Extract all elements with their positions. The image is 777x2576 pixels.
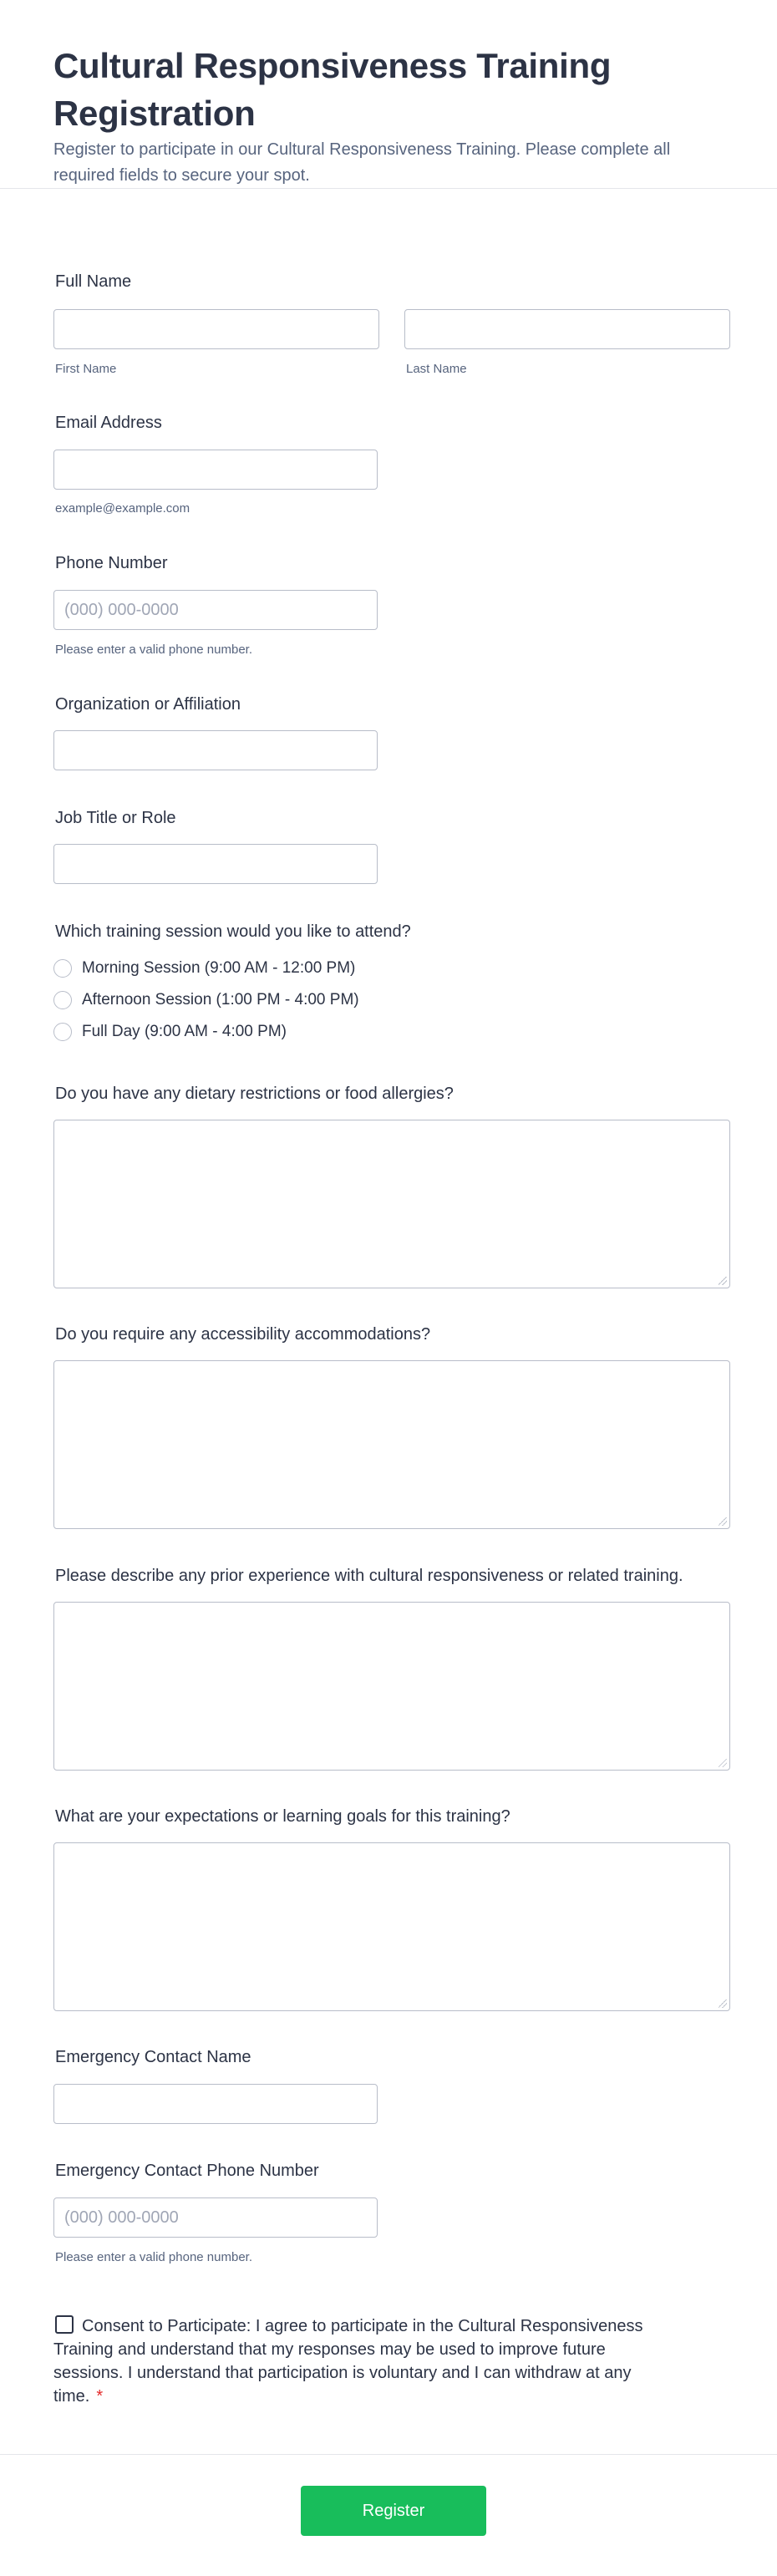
full-name-label: Full Name bbox=[55, 272, 132, 291]
prior-experience-textarea[interactable] bbox=[53, 1602, 730, 1771]
required-asterisk: * bbox=[96, 2387, 104, 2406]
radio-button[interactable] bbox=[53, 991, 72, 1009]
first-name-input[interactable] bbox=[53, 309, 379, 349]
form-subtitle: Register to participate in our Cultural Responsiveness Training. Please complete all required fields to secure your spot. bbox=[53, 140, 671, 185]
form-title: Cultural Responsiveness Training Registration bbox=[53, 46, 612, 133]
accessibility-textarea[interactable] bbox=[53, 1360, 730, 1529]
job-title-input[interactable] bbox=[53, 844, 378, 884]
consent-checkbox[interactable] bbox=[55, 2315, 74, 2334]
emergency-phone-input[interactable] bbox=[53, 2197, 378, 2238]
last-name-sublabel: Last Name bbox=[406, 362, 467, 376]
job-title-label: Job Title or Role bbox=[55, 809, 176, 827]
session-option-label: Full Day (9:00 AM - 4:00 PM) bbox=[82, 1023, 287, 1040]
resize-handle-icon[interactable] bbox=[719, 1759, 727, 1767]
phone-input[interactable] bbox=[53, 590, 378, 630]
email-sublabel: example@example.com bbox=[55, 501, 190, 516]
consent-text: Consent to Participate: I agree to participate in the Cultural Responsiveness Training and understand that my responses may be used to improve future sessions. I understand that participation is voluntary and I can withdraw at any time. bbox=[53, 2317, 643, 2406]
phone-label: Phone Number bbox=[55, 554, 168, 572]
form-header bbox=[0, 0, 777, 189]
session-label: Which training session would you like to attend? bbox=[55, 922, 411, 941]
phone-sublabel: Please enter a valid phone number. bbox=[55, 643, 252, 657]
form-footer bbox=[0, 2454, 777, 2576]
dietary-label: Do you have any dietary restrictions or food allergies? bbox=[55, 1085, 454, 1103]
accessibility-label: Do you require any accessibility accommodations? bbox=[55, 1325, 431, 1344]
session-option-afternoon[interactable] bbox=[53, 989, 359, 1011]
expectations-textarea[interactable] bbox=[53, 1842, 730, 2011]
emergency-phone-label: Emergency Contact Phone Number bbox=[55, 2162, 319, 2180]
session-option-label: Afternoon Session (1:00 PM - 4:00 PM) bbox=[82, 991, 359, 1009]
email-input[interactable] bbox=[53, 450, 378, 490]
emergency-phone-sublabel: Please enter a valid phone number. bbox=[55, 2250, 252, 2264]
emergency-name-label: Emergency Contact Name bbox=[55, 2048, 251, 2066]
last-name-input[interactable] bbox=[404, 309, 730, 349]
prior-experience-label: Please describe any prior experience with cultural responsiveness or related training. bbox=[55, 1567, 683, 1585]
session-option-label: Morning Session (9:00 AM - 12:00 PM) bbox=[82, 959, 356, 977]
dietary-textarea[interactable] bbox=[53, 1120, 730, 1288]
resize-handle-icon[interactable] bbox=[719, 1277, 727, 1285]
consent-field bbox=[53, 2314, 663, 2408]
radio-button[interactable] bbox=[53, 1023, 72, 1041]
resize-handle-icon[interactable] bbox=[719, 1999, 727, 2008]
session-option-morning[interactable] bbox=[53, 958, 355, 979]
register-button[interactable]: Register bbox=[301, 2486, 486, 2536]
expectations-label: What are your expectations or learning goals for this training? bbox=[55, 1807, 510, 1826]
radio-button[interactable] bbox=[53, 959, 72, 978]
resize-handle-icon[interactable] bbox=[719, 1517, 727, 1526]
emergency-name-input[interactable] bbox=[53, 2084, 378, 2124]
first-name-sublabel: First Name bbox=[55, 362, 117, 376]
session-option-full-day[interactable] bbox=[53, 1021, 287, 1043]
organization-label: Organization or Affiliation bbox=[55, 695, 241, 714]
organization-input[interactable] bbox=[53, 730, 378, 770]
email-label: Email Address bbox=[55, 414, 162, 432]
